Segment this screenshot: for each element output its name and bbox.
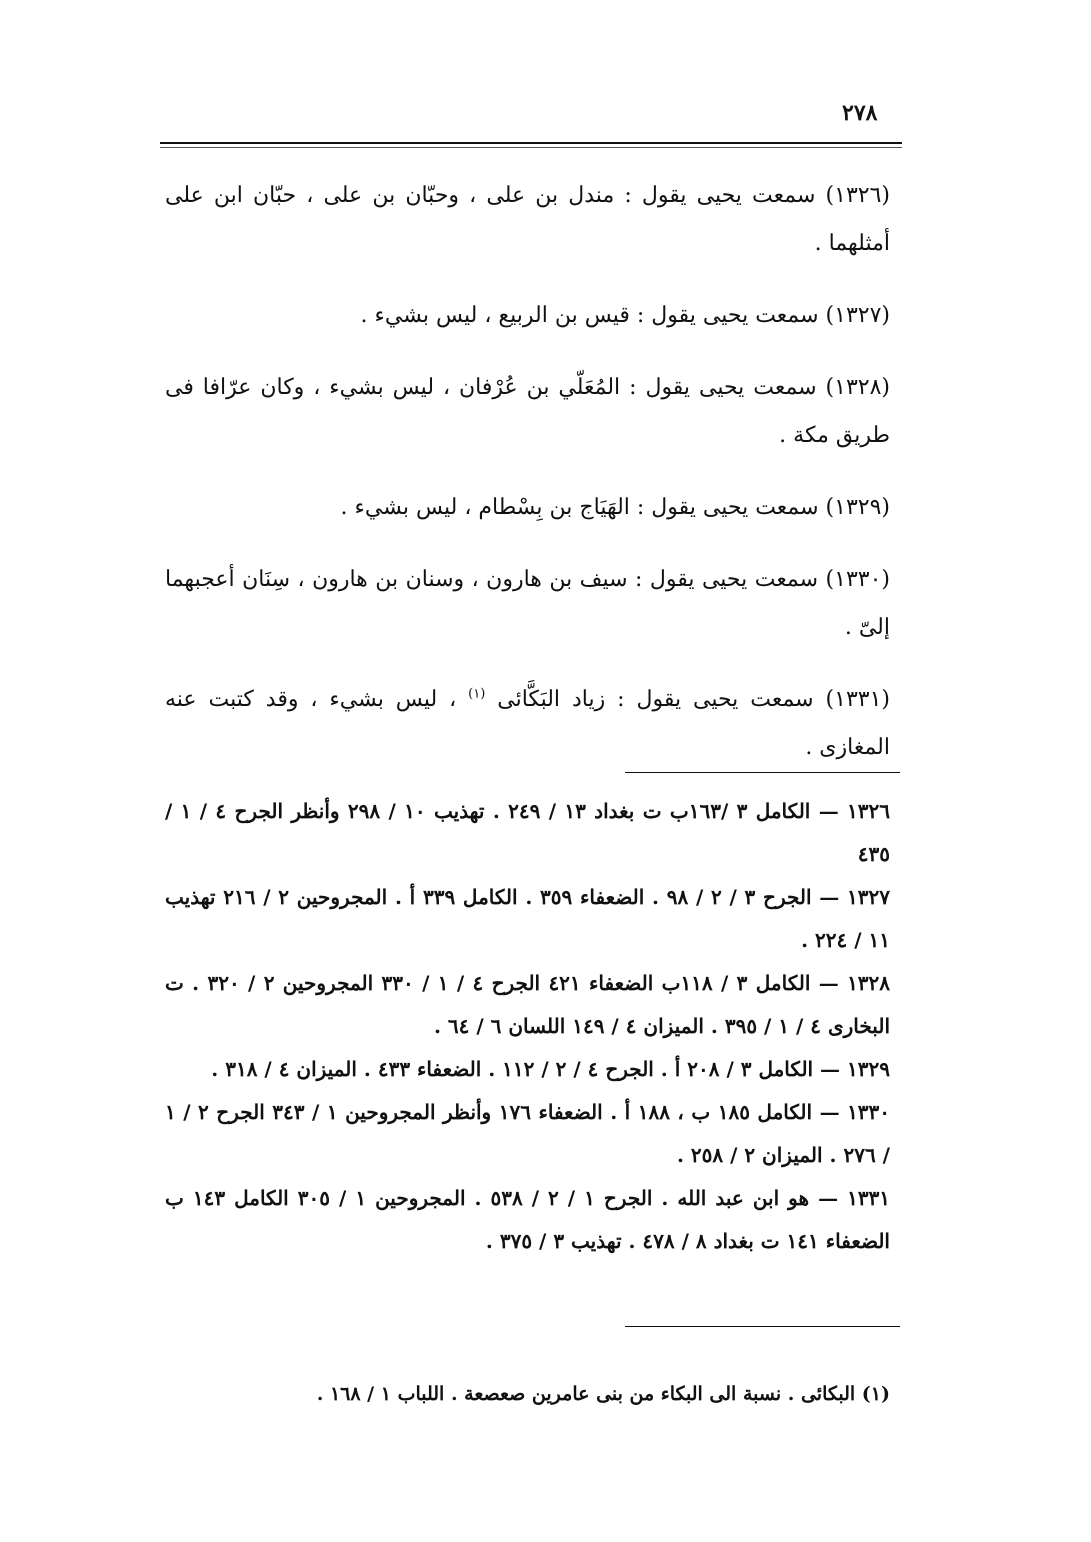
note-1327: ١٣٢٧ — الجرح ٣ / ٢ / ٩٨ . الضعفاء ٣٥٩ . الكامل ٣٣٩ أ . المجروحين ٢ / ٢١٦ تهذيب ١١ / ٢٢٤ . <box>165 885 891 952</box>
apparatus-notes <box>165 790 890 1263</box>
entry-1329: (١٣٢٩) سمعت يحيى يقول : الهَيَاج بن بِسْطام ، ليس بشيء . <box>340 495 890 520</box>
notes-separator <box>625 772 900 773</box>
entry-1326: (١٣٢٦) سمعت يحيى يقول : مندل بن على ، وحبّان بن على ، حبّان ابن على أمثلهما . <box>165 183 890 256</box>
note-1331: ١٣٣١ — هو ابن عبد الله . الجرح ١ / ٢ / ٥٣٨ . المجروحين ١ / ٣٠٥ الكامل ١٤٣ ب الضعفاء ١٤١ ت بغداد ٨ / ٤٧٨ . تهذيب ٣ / ٣٧٥ . <box>165 1186 891 1253</box>
footnote-separator <box>625 1326 900 1327</box>
entry-1331-text-before: (١٣٣١) سمعت يحيى يقول : زياد البَكَّائى <box>497 687 890 712</box>
entry-1327: (١٣٢٧) سمعت يحيى يقول : قيس بن الربيع ، ليس بشيء . <box>360 303 890 328</box>
entry-1331-text-after: ، ليس بشيء ، وقد كتبت عنه المغازى . <box>165 687 890 760</box>
note-1329: ١٣٢٩ — الكامل ٣ / ٢٠٨ أ . الجرح ٤ / ٢ / ١١٢ . الضعفاء ٤٣٣ . الميزان ٤ / ٣١٨ . <box>211 1057 890 1081</box>
header-rule-thin <box>160 147 902 148</box>
note-1328: ١٣٢٨ — الكامل ٣ / ١١٨ب الضعفاء ٤٢١ الجرح ٤ / ١ / ٣٣٠ المجروحين ٢ / ٣٢٠ . ت البخارى ٤ / ١ / ٣٩٥ . الميزان ٤ / ١٤٩ اللسان ٦ / ٦٤ . <box>165 971 891 1038</box>
main-text <box>165 172 890 796</box>
footnote-reference: (١) <box>468 686 486 702</box>
header-rule <box>160 142 902 144</box>
page-number: ٢٧٨ <box>842 100 878 126</box>
entry-1328: (١٣٢٨) سمعت يحيى يقول : المُعَلّي بن عُرْفان ، ليس بشيء ، وكان عرّافا فى طريق مكة . <box>165 375 890 448</box>
entry-1331 <box>165 676 890 772</box>
entry-1330: (١٣٣٠) سمعت يحيى يقول : سيف بن هارون ، وسنان بن هارون ، سِنَان أعجبهما إلىّ . <box>165 567 890 640</box>
note-1330: ١٣٣٠ — الكامل ١٨٥ ب ، ١٨٨ أ . الضعفاء ١٧٦ وأنظر المجروحين ١ / ٣٤٣ الجرح ٢ / ١ / ٢٧٦ . الميزان ٢ / ٢٥٨ . <box>165 1100 891 1167</box>
note-1326: ١٣٢٦ — الكامل ٣ /١٦٣ب ت بغداد ١٣ / ٢٤٩ . تهذيب ١٠ / ٢٩٨ وأنظر الجرح ٤ / ١ / ٤٣٥ <box>165 799 891 866</box>
footnote: (١) البكائى . نسبة الى البكاء من بنى عامرين صعصعة . اللباب ١ / ١٦٨ . <box>316 1383 890 1405</box>
